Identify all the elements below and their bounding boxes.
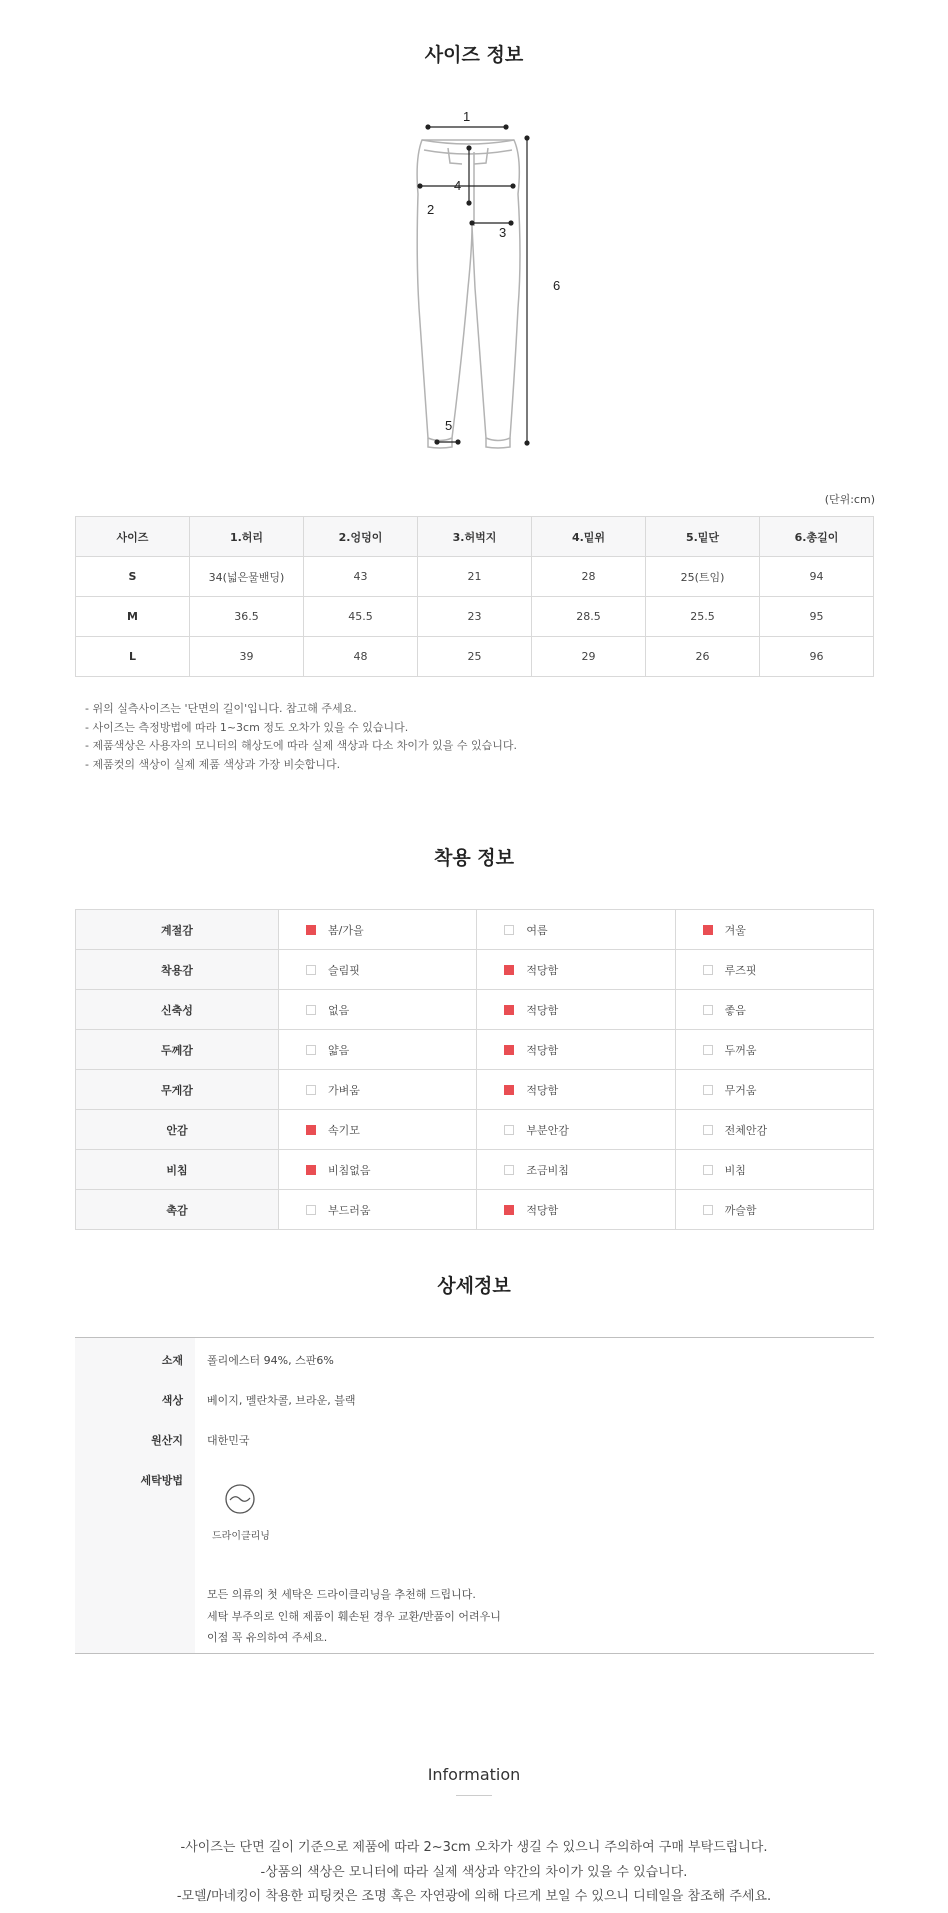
- fit-option: [280, 1042, 475, 1058]
- diagram-label-5: 5: [445, 418, 453, 433]
- fit-attribute-label: 계절감: [76, 910, 279, 950]
- unchecked-box-icon: [703, 1125, 713, 1135]
- checked-box-icon: [504, 1005, 514, 1015]
- fit-option-label: 좋음: [724, 1003, 746, 1017]
- size-cell: 28: [532, 557, 646, 597]
- information-title: Information: [427, 1765, 521, 1784]
- fit-option-cell: [675, 1070, 873, 1110]
- fit-row: [76, 1190, 874, 1230]
- size-table-header-row: [76, 517, 874, 557]
- fit-option-label: 전체안감: [724, 1123, 768, 1137]
- unchecked-box-icon: [504, 1125, 514, 1135]
- size-section-title: 사이즈 정보: [424, 44, 524, 66]
- fit-option: [478, 1002, 673, 1018]
- fit-attribute-label: 착용감: [76, 950, 279, 990]
- unchecked-box-icon: [306, 965, 316, 975]
- size-cell: 26: [646, 637, 760, 677]
- fit-option-label: 조금비침: [526, 1163, 569, 1177]
- fit-option: [677, 1202, 872, 1218]
- fit-option-cell: [477, 910, 675, 950]
- fit-option-cell: [675, 910, 873, 950]
- size-cell: 29: [532, 637, 646, 677]
- size-note: - 제품색상은 사용자의 모니터의 해상도에 따라 실제 색상과 다소 차이가 있을 수 있습니다.: [85, 739, 517, 752]
- fit-option: [478, 1082, 673, 1098]
- fit-option-label: 적당함: [526, 1083, 559, 1097]
- detail-table: [75, 1337, 874, 1654]
- size-cell: 45.5: [304, 597, 418, 637]
- fit-row: [76, 990, 874, 1030]
- fit-option: [478, 1122, 673, 1138]
- fit-row: [76, 1030, 874, 1070]
- fit-option-cell: [477, 950, 675, 990]
- unchecked-box-icon: [504, 1165, 514, 1175]
- table-row: [76, 597, 874, 637]
- unchecked-box-icon: [703, 1085, 713, 1095]
- dry-cleaning-label: 드라이클리닝: [212, 1531, 270, 1542]
- wash-label: 세탁방법: [140, 1474, 183, 1487]
- fit-option-label: 여름: [526, 923, 548, 937]
- care-line: 세탁 부주의로 인해 제품이 훼손된 경우 교환/반품이 어려우니: [207, 1609, 501, 1623]
- fit-option-label: 슬림핏: [328, 963, 360, 977]
- information-lines: [0, 1836, 948, 1910]
- care-line: 모든 의류의 첫 세탁은 드라이클리닝을 추천해 드립니다.: [207, 1588, 476, 1601]
- fit-option: [280, 1122, 475, 1138]
- information-divider: [456, 1795, 492, 1796]
- diagram-label-2: 2: [427, 202, 435, 217]
- fit-option-cell: [477, 990, 675, 1030]
- size-cell: 94: [760, 557, 874, 597]
- fit-option: [280, 1082, 475, 1098]
- size-table-header: 사이즈: [76, 517, 190, 557]
- fit-option: [280, 1162, 475, 1178]
- size-table: [75, 516, 874, 677]
- fit-option-cell: [279, 950, 477, 990]
- fit-option-label: 봄/가을: [328, 923, 364, 937]
- unchecked-box-icon: [306, 1205, 316, 1215]
- diagram-label-4: 4: [454, 178, 462, 193]
- detail-section-title: 상세정보: [437, 1275, 511, 1297]
- size-cell: 23: [418, 597, 532, 637]
- fit-option: [677, 1002, 872, 1018]
- fit-option-label: 겨울: [724, 923, 746, 937]
- care-line: 이점 꼭 유의하여 주세요.: [207, 1631, 328, 1644]
- fit-option-cell: [279, 1030, 477, 1070]
- fit-option: [478, 1162, 673, 1178]
- fit-attribute-label: 두께감: [76, 1030, 279, 1070]
- fit-option: [478, 962, 673, 978]
- size-cell: L: [76, 637, 190, 677]
- unit-label: (단위:cm): [824, 493, 875, 506]
- fit-option-label: 속기모: [328, 1123, 360, 1137]
- fit-row: [76, 1070, 874, 1110]
- checked-box-icon: [504, 1045, 514, 1055]
- fit-option-cell: [477, 1150, 675, 1190]
- color-label: 색상: [161, 1394, 183, 1407]
- fit-row: [76, 1150, 874, 1190]
- fit-option-label: 적당함: [526, 1203, 559, 1217]
- diagram-label-1: 1: [463, 109, 471, 124]
- size-cell: 25.5: [646, 597, 760, 637]
- unchecked-box-icon: [703, 1005, 713, 1015]
- fit-option-cell: [279, 1190, 477, 1230]
- fit-option-label: 적당함: [526, 1003, 559, 1017]
- fit-option-label: 적당함: [526, 963, 559, 977]
- size-cell: 28.5: [532, 597, 646, 637]
- unchecked-box-icon: [306, 1045, 316, 1055]
- fit-option-cell: [279, 1070, 477, 1110]
- size-cell: 36.5: [190, 597, 304, 637]
- size-note: - 사이즈는 측정방법에 따라 1~3cm 정도 오차가 있을 수 있습니다.: [85, 720, 409, 734]
- information-line: -상품의 색상은 모니터에 따라 실제 색상과 약간의 차이가 있을 수 있습니다.: [260, 1864, 688, 1880]
- fit-option: [677, 1082, 872, 1098]
- diagram-label-3: 3: [499, 225, 507, 240]
- fit-option-cell: [675, 1030, 873, 1070]
- size-cell: 39: [190, 637, 304, 677]
- size-cell: 95: [760, 597, 874, 637]
- fit-option: [677, 922, 872, 938]
- fit-option: [280, 922, 475, 938]
- fit-attribute-label: 무게감: [76, 1070, 279, 1110]
- unchecked-box-icon: [306, 1005, 316, 1015]
- checked-box-icon: [504, 965, 514, 975]
- fit-option-label: 부드러움: [328, 1203, 371, 1217]
- fit-option-cell: [279, 1110, 477, 1150]
- fit-option-cell: [279, 910, 477, 950]
- care-text: [207, 1584, 501, 1649]
- fit-option-cell: [477, 1110, 675, 1150]
- unchecked-box-icon: [306, 1085, 316, 1095]
- fit-option: [478, 1042, 673, 1058]
- table-row: [76, 637, 874, 677]
- fit-attribute-label: 촉감: [76, 1190, 279, 1230]
- unchecked-box-icon: [703, 965, 713, 975]
- fit-option: [677, 1122, 872, 1138]
- fit-option-cell: [675, 1150, 873, 1190]
- unchecked-box-icon: [703, 1045, 713, 1055]
- fit-option: [280, 1002, 475, 1018]
- size-table-header: 4.밑위: [532, 517, 646, 557]
- diagram-label-6: 6: [553, 278, 561, 293]
- checked-box-icon: [703, 925, 713, 935]
- fit-attribute-label: 비침: [76, 1150, 279, 1190]
- fit-section-title: 착용 정보: [433, 847, 515, 869]
- checked-box-icon: [306, 925, 316, 935]
- fit-option-cell: [477, 1030, 675, 1070]
- fit-option-cell: [279, 990, 477, 1030]
- fit-row: [76, 950, 874, 990]
- size-cell: 21: [418, 557, 532, 597]
- fit-option-cell: [675, 1190, 873, 1230]
- fit-option-label: 루즈핏: [724, 963, 757, 977]
- fit-option-label: 두꺼움: [724, 1043, 757, 1057]
- fit-option-cell: [675, 1110, 873, 1150]
- size-table-header: 3.허벅지: [418, 517, 532, 557]
- fit-option-cell: [279, 1150, 477, 1190]
- pants-size-diagram: [400, 108, 580, 454]
- fit-option: [280, 962, 475, 978]
- fit-attribute-label: 안감: [76, 1110, 279, 1150]
- fit-option-label: 적당함: [526, 1043, 559, 1057]
- origin-label: 원산지: [151, 1434, 183, 1447]
- size-note: - 제품컷의 색상이 실제 제품 색상과 가장 비슷합니다.: [85, 757, 341, 771]
- color-value: 베이지, 멜란차콜, 브라운, 블랙: [207, 1394, 356, 1407]
- size-cell: 25(트임): [646, 557, 760, 597]
- fit-option-cell: [477, 1190, 675, 1230]
- fit-option: [677, 1162, 872, 1178]
- unchecked-box-icon: [504, 925, 514, 935]
- fit-option-label: 비침: [724, 1163, 746, 1177]
- checked-box-icon: [504, 1205, 514, 1215]
- material-value: 폴리에스터 94%, 스판6%: [207, 1354, 334, 1367]
- dry-cleaning-icon: [224, 1483, 256, 1515]
- fit-option: [478, 1202, 673, 1218]
- size-cell: S: [76, 557, 190, 597]
- unchecked-box-icon: [703, 1165, 713, 1175]
- size-table-header: 2.엉덩이: [304, 517, 418, 557]
- size-cell: 25: [418, 637, 532, 677]
- origin-value: 대한민국: [207, 1434, 250, 1447]
- checked-box-icon: [504, 1085, 514, 1095]
- fit-option: [677, 1042, 872, 1058]
- fit-option-label: 비침없음: [328, 1163, 371, 1177]
- checked-box-icon: [306, 1125, 316, 1135]
- size-table-header: 1.허리: [190, 517, 304, 557]
- size-cell: 43: [304, 557, 418, 597]
- fit-option-label: 없음: [328, 1003, 350, 1017]
- table-row: [76, 557, 874, 597]
- fit-attribute-label: 신축성: [76, 990, 279, 1030]
- size-table-header: 5.밑단: [646, 517, 760, 557]
- size-cell: 48: [304, 637, 418, 677]
- fit-option: [478, 922, 673, 938]
- fit-option-label: 부분안감: [526, 1123, 569, 1137]
- size-notes: [85, 700, 517, 774]
- fit-table: [75, 909, 874, 1230]
- checked-box-icon: [306, 1165, 316, 1175]
- fit-option: [280, 1202, 475, 1218]
- fit-option-label: 가벼움: [328, 1083, 360, 1097]
- unchecked-box-icon: [703, 1205, 713, 1215]
- detail-label-column: [75, 1338, 195, 1653]
- fit-option-cell: [477, 1070, 675, 1110]
- size-table-header: 6.총길이: [760, 517, 874, 557]
- fit-row: [76, 910, 874, 950]
- fit-row: [76, 1110, 874, 1150]
- size-note: - 위의 실측사이즈는 '단면의 길이'입니다. 참고해 주세요.: [85, 702, 357, 715]
- fit-option: [677, 962, 872, 978]
- size-cell: 34(넓은물밴딩): [190, 557, 304, 597]
- fit-option-label: 까슬함: [724, 1203, 757, 1217]
- fit-option-label: 무거움: [724, 1083, 757, 1097]
- material-label: 소재: [161, 1354, 183, 1367]
- information-line: -사이즈는 단면 길이 기준으로 제품에 따라 2~3cm 오차가 생길 수 있으니 주의하여 구매 부탁드립니다.: [180, 1840, 768, 1855]
- size-cell: M: [76, 597, 190, 637]
- information-line: -모델/마네킹이 착용한 피팅컷은 조명 혹은 자연광에 의해 다르게 보일 수 있으니 디테일을 참조해 주세요.: [176, 1889, 772, 1904]
- fit-option-label: 얇음: [328, 1043, 350, 1057]
- size-cell: 96: [760, 637, 874, 677]
- fit-option-cell: [675, 990, 873, 1030]
- fit-option-cell: [675, 950, 873, 990]
